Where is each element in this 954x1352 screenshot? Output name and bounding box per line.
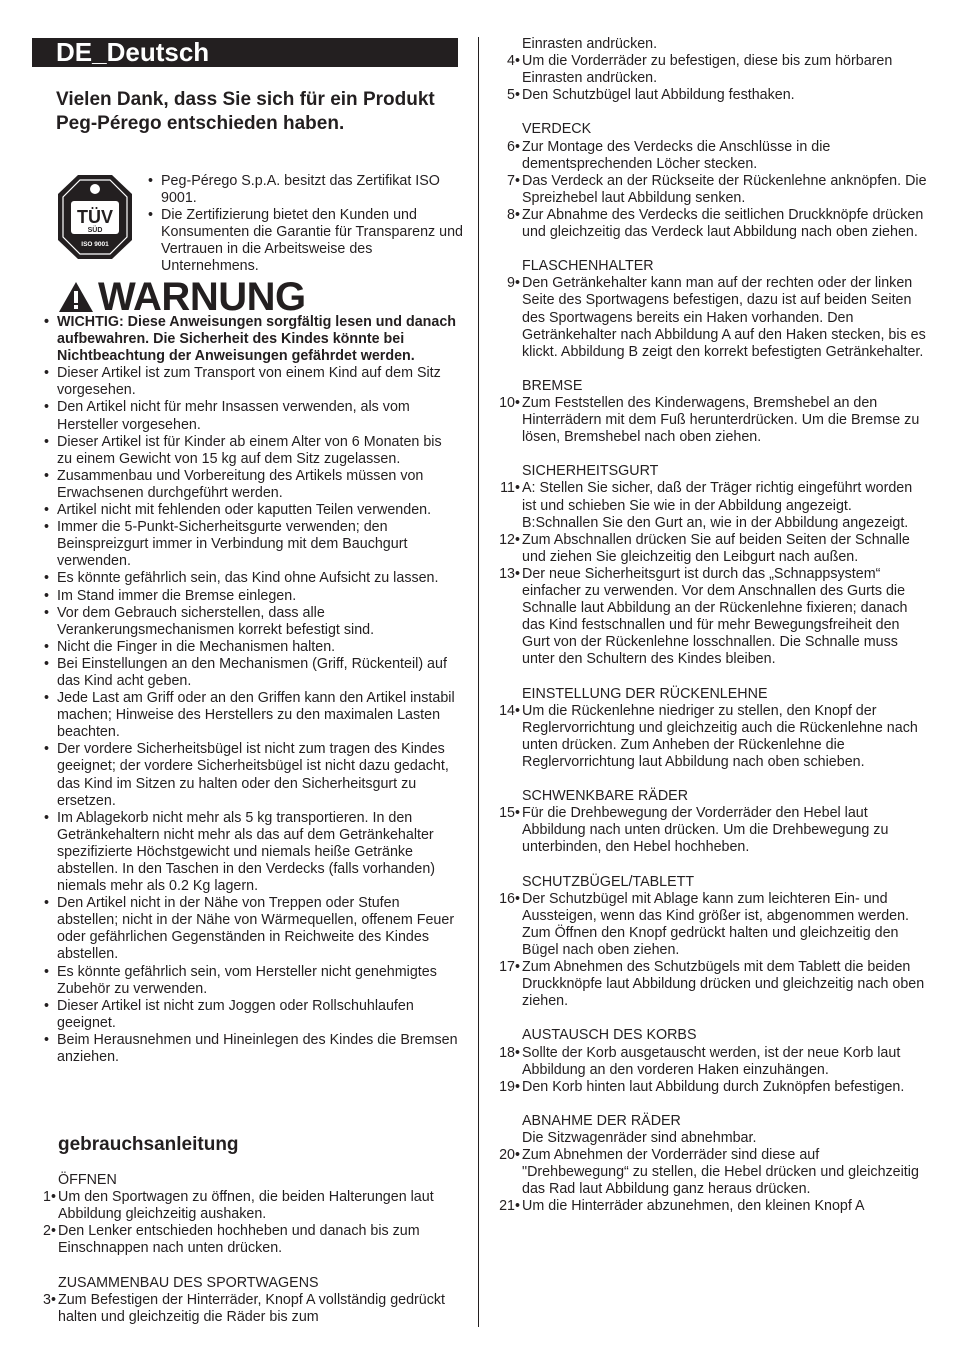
iso-bullet: • Die Zertifizierung bietet den Kunden und Konsumenten die Garantie für Transparenz und Vertrauen in die Arbeitsweise des Unternehmens.	[146, 207, 468, 275]
section-heading: SCHWENKBARE RÄDER	[522, 788, 689, 805]
step-text: Für die Drehbewegung der Vorderräder den Hebel laut Abbildung nach unten drücken. Um die Drehbewegung zu unterbinden, den Hebel hochheben.	[522, 805, 889, 856]
iso-bullet: • Peg-Pérego S.p.A. besitzt das Zertifikat ISO 9001.	[146, 173, 468, 207]
warning-item: • Jede Last am Griff oder an den Griffen kann den Artikel instabil machen; Hinweise des Herstellers zu den maximalen Lasten beachten.	[42, 690, 460, 741]
section-heading: BREMSE	[522, 377, 583, 394]
step-text: Um den Sportwagen zu öffnen, die beiden Halterungen laut Abbildung gleichzeitig aushaken.	[58, 1189, 434, 1223]
step-text: Den Schutzbügel laut Abbildung festhaken.	[522, 87, 795, 104]
step-text: Zum Befestigen der Hinterräder, Knopf A vollständig gedrückt halten und gleichzeitig die Räder bis zum	[58, 1291, 446, 1325]
step-number: 17•	[499, 959, 520, 976]
warning-item: • Immer die 5-Punkt-Sicherheitsgurte verwenden; den Beinspreizgurt immer in Verbindung mit dem Bauchgurt verwenden.	[42, 519, 460, 570]
warning-item: • Zusammenbau und Vorbereitung des Artikels müssen von Erwachsenen durchgeführt werden.	[42, 468, 460, 502]
step-text: Der Schutzbügel mit Ablage kann zum leichteren Ein- und Aussteigen, wenn das Kind größer ist, abgenommen werden. Zum Öffnen den Knopf gedrückt halten und gleichzeitig den Bügel nach oben ziehen.	[522, 890, 910, 958]
step-text: Den Lenker entschieden hochheben und danach bis zum Einschnappen nach unten drücken.	[58, 1223, 420, 1257]
warning-item: • Nicht die Finger in die Mechanismen halten.	[42, 639, 460, 656]
warning-item: • Artikel nicht mit fehlenden oder kaputten Teilen verwenden.	[42, 502, 460, 519]
step-text: A: Stellen Sie sicher, daß der Träger richtig eingeführt worden ist und schieben Sie wie in der Abbildung angezeigt. B:Schnallen Sie den Gurt an, wie in der Abbildung angezeigt.	[522, 480, 913, 531]
column-divider	[478, 37, 479, 1327]
step-number: 1•	[43, 1189, 56, 1206]
step-text: Die Sitzwagenräder sind abnehmbar.	[522, 1130, 757, 1146]
warning-title: WARNUNG	[98, 275, 306, 319]
step-text: Zum Abnehmen des Schutzbügels mit dem Tablett die beiden Druckknöpfe laut Abbildung drücken und gleichzeitig nach oben ziehen.	[522, 959, 925, 1010]
step-item	[496, 1198, 928, 1215]
spacer	[496, 771, 928, 788]
step-text: Zur Montage des Verdecks die Anschlüsse in die dementsprechenden Löcher stecken.	[522, 138, 831, 172]
step-text: Zum Feststellen des Kinderwagens, Bremshebel an den Hinterrädern mit dem Fuß herunterdrücken. Um die Bremse zu lösen, Bremshebel nach oben ziehen.	[522, 394, 920, 446]
logo-brand-text: TÜV	[77, 207, 113, 227]
warning-item: • WICHTIG: Diese Anweisungen sorgfältig lesen und danach aufbewahren. Die Sicherheit des Kindes könnte bei Nichtbeachtung der Anweisungen gefährdet werden.	[42, 314, 460, 365]
step-item	[496, 1045, 928, 1079]
step-text: Den Getränkehalter kann man auf der rechten oder der linken Seite des Sportwagens befestigen, dazu ist auf beiden Seiten des Sportwagens bereits ein Haken vorhanden. Den Getränkehalter nach Abbildung A auf den Haken stecken, bis es klickt. Abbildung B zeigt den korrekt befestigten Getränkehalter.	[522, 275, 926, 360]
warning-item: • Den Artikel nicht für mehr Insassen verwenden, als vom Hersteller vorgesehen.	[42, 399, 460, 433]
step-item	[496, 480, 928, 531]
warning-item: • Dieser Artikel ist zum Transport von einem Kind auf dem Sitz vorgesehen.	[42, 365, 460, 399]
tuv-sud-iso-9001-seal-icon	[56, 172, 134, 262]
step-number: 14•	[499, 702, 520, 719]
section-heading: ÖFFNEN	[58, 1172, 117, 1188]
spacer	[496, 1010, 928, 1027]
step-item	[496, 173, 928, 207]
warning-item: • Dieser Artikel ist für Kinder ab einem Alter von 6 Monaten bis zu einem Gewicht von 15 kg auf dem Sitz zugelassen.	[42, 434, 460, 468]
spacer	[496, 1096, 928, 1113]
step-item	[496, 53, 928, 87]
step-text: Sollte der Korb ausgetauscht werden, ist der neue Korb laut Abbildung an den vorderen Haken einzuhängen.	[522, 1044, 901, 1078]
step-item	[496, 275, 928, 360]
step-number: 19•	[499, 1078, 520, 1095]
warning-item: • Es könnte gefährlich sein, vom Hersteller nicht genehmigtes Zubehör zu verwenden.	[42, 964, 460, 998]
step-item	[32, 1223, 460, 1257]
step-text: Einrasten andrücken.	[522, 36, 658, 52]
step-number: 15•	[499, 805, 520, 822]
step-number: 20•	[499, 1147, 520, 1164]
instructions-list-right	[496, 36, 928, 1215]
step-number: 9•	[507, 275, 520, 292]
instructions-list-left	[32, 1172, 460, 1326]
step-number: 13•	[499, 565, 520, 582]
section-heading: FLASCHENHALTER	[522, 258, 654, 275]
step-text: Um die Vorderräder zu befestigen, diese bis zum hörbaren Einrasten andrücken.	[522, 53, 893, 87]
section-heading: VERDECK	[522, 121, 592, 138]
step-item	[496, 1079, 928, 1096]
step-number: 21•	[499, 1198, 520, 1215]
iso-bullet-list	[146, 173, 468, 276]
step-text: Der neue Sicherheitsgurt ist durch das „Schnappsystem“ einfacher zu verwenden. Vor dem Anschnallen des Gurts die Schnalle laut Abbildung an der Rückenlehne fixieren; danach das Kind festschnallen und für mehr Bewegungsfreiheit den Gurt von der Rückenlehne losschnallen. Die Schnalle muss unter den Schultern des Kindes bleiben.	[522, 565, 908, 668]
step-number: 12•	[499, 531, 520, 548]
step-item	[32, 1292, 460, 1326]
step-number: 10•	[499, 394, 520, 411]
step-number: 3•	[43, 1291, 56, 1308]
section-heading: ZUSAMMENBAU DES SPORTWAGENS	[58, 1274, 319, 1291]
warning-item: • Den Artikel nicht in der Nähe von Treppen oder Stufen abstellen; nicht in der Nähe von Wärmequellen, offenem Feuer oder gefährlichen Gegenständen in Reichweite des Kindes abstellen.	[42, 895, 460, 963]
warning-item: • Bei Einstellungen an den Mechanismen (Griff, Rückenteil) auf das Kind acht geben.	[42, 656, 460, 690]
spacer	[496, 241, 928, 258]
step-number: 6•	[507, 138, 520, 155]
warning-item: • Im Stand immer die Bremse einlegen.	[42, 588, 460, 605]
step-item	[496, 566, 928, 669]
warning-item: • Vor dem Gebrauch sicherstellen, dass alle Verankerungsmechanismen korrekt befestigt sind.	[42, 605, 460, 639]
step-text: Zum Abschnallen drücken Sie auf beiden Seiten der Schnalle und ziehen Sie gleichzeitig den Leibgurt nach außen.	[522, 531, 910, 565]
step-text: Um die Rückenlehne niedriger zu stellen, den Knopf der Reglervorrichtung und gleichzeitig auch die Rückenlehne nach unten drücken. Zum Anheben der Rückenlehne die Reglervorrichtung laut Abbildung nach oben schieben.	[522, 702, 918, 770]
section-heading: ABNAHME DER RÄDER	[522, 1112, 681, 1129]
spacer	[496, 361, 928, 378]
step-number: 18•	[499, 1044, 520, 1061]
step-item	[496, 805, 928, 856]
instructions-heading: gebrauchsanleitung	[58, 1134, 239, 1155]
step-text: Das Verdeck an der Rückseite der Rückenlehne anknöpfen. Die Spreizhebel laut Abbildung senken.	[522, 172, 927, 206]
step-text: Den Korb hinten laut Abbildung durch Zuknöpfen befestigen.	[522, 1078, 905, 1095]
spacer	[496, 857, 928, 874]
step-number: 11•	[500, 480, 520, 497]
logo-cert-text: ISO 9001	[81, 241, 109, 248]
warning-item: • Im Ablagekorb nicht mehr als 5 kg transportieren. In den Getränkehaltern nicht mehr als das auf dem Getränkehalter spezifizierte Höchstgewicht und niemals heiße Getränke abstellen. In den Taschen in den Verdecks (falls vorhanden) niemals mehr als 0.2 Kg lagern.	[42, 810, 460, 895]
warning-item: • Der vordere Sicherheitsbügel ist nicht zum tragen des Kindes geeignet; der vordere Sicherheitsbügel ist nicht dazu gedacht, das Kind im Sitzen zu halten oder den Sicherheitsgurt zu ersetzen.	[42, 741, 460, 809]
spacer	[32, 1257, 460, 1274]
step-text: Zum Abnehmen der Vorderräder sind diese auf "Drehbewegung“ zu stellen, die Hebel drücken und gleichzeitig das Rad laut Abbildung ganz heraus drücken.	[522, 1147, 919, 1198]
step-number: 4•	[507, 53, 520, 70]
thank-you-heading: Vielen Dank, dass Sie sich für ein Produkt Peg-Pérego entschieden haben.	[56, 89, 435, 134]
warning-heading	[58, 275, 306, 319]
step-item	[496, 1147, 928, 1198]
spacer	[496, 668, 928, 685]
step-number: 7•	[507, 172, 520, 189]
warning-item: • Dieser Artikel ist nicht zum Joggen oder Rollschuhlaufen geeignet.	[42, 998, 460, 1032]
section-heading: AUSTAUSCH DES KORBS	[522, 1027, 697, 1044]
warning-list	[42, 314, 460, 1066]
section-heading: SICHERHEITSGURT	[522, 463, 659, 480]
step-number: 5•	[507, 87, 520, 104]
step-text: Um die Hinterräder abzunehmen, den kleinen Knopf A	[522, 1198, 865, 1215]
warning-item: • Beim Herausnehmen und Hineinlegen des Kindes die Bremsen anziehen.	[42, 1032, 460, 1066]
language-header: DE_Deutsch	[32, 38, 458, 67]
step-number: 2•	[43, 1223, 56, 1240]
section-heading: SCHUTZBÜGEL/TABLETT	[522, 873, 695, 890]
logo-sub-text: SÜD	[87, 227, 103, 234]
step-item	[496, 891, 928, 959]
step-item	[496, 703, 928, 771]
warning-item: • Es könnte gefährlich sein, das Kind ohne Aufsicht zu lassen.	[42, 570, 460, 587]
step-item	[496, 87, 928, 104]
spacer	[496, 446, 928, 463]
step-number: 16•	[499, 890, 520, 907]
spacer	[496, 104, 928, 121]
step-number: 8•	[507, 206, 520, 223]
step-item	[32, 1189, 460, 1223]
warning-triangle-icon	[58, 281, 94, 313]
step-item	[496, 395, 928, 446]
step-item	[496, 139, 928, 173]
step-item	[496, 532, 928, 566]
step-text: Zur Abnahme des Verdecks die seitlichen Druckknöpfe drücken und gleichzeitig das Verdeck laut Abbildung nach oben ziehen.	[522, 206, 924, 241]
section-heading: EINSTELLUNG DER RÜCKENLEHNE	[522, 685, 768, 702]
step-item	[496, 207, 928, 241]
step-item	[496, 959, 928, 1010]
